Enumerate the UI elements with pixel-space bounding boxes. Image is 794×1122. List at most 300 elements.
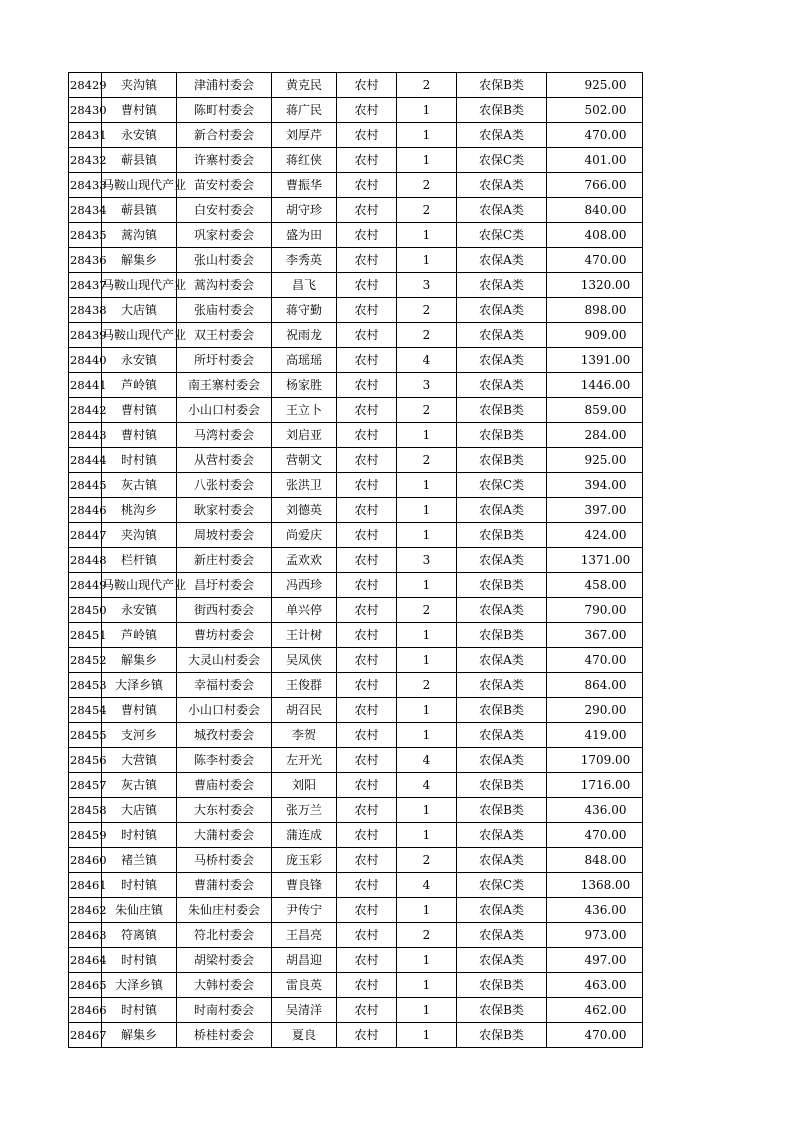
table-row — [69, 548, 643, 573]
name-cell: 胡守珍 — [272, 198, 337, 223]
name-cell: 盛为田 — [272, 223, 337, 248]
category-cell: 农保A类 — [457, 173, 547, 198]
village-cell: 大韩村委会 — [177, 973, 272, 998]
name-cell: 蒋广民 — [272, 98, 337, 123]
residence-cell: 农村 — [337, 148, 397, 173]
name-cell: 曹良锋 — [272, 873, 337, 898]
record-id: 28437 — [69, 273, 102, 298]
household-count-cell: 1 — [397, 148, 457, 173]
village-cell: 白安村委会 — [177, 198, 272, 223]
amount-cell: 290.00 — [547, 698, 643, 723]
village-cell: 小山口村委会 — [177, 698, 272, 723]
residence-cell: 农村 — [337, 423, 397, 448]
name-cell: 刘阳 — [272, 773, 337, 798]
town-cell: 时村镇 — [102, 873, 177, 898]
amount-cell: 1391.00 — [547, 348, 643, 373]
amount-cell: 1368.00 — [547, 873, 643, 898]
amount-cell: 419.00 — [547, 723, 643, 748]
table-row — [69, 773, 643, 798]
name-cell: 祝雨龙 — [272, 323, 337, 348]
table-row — [69, 73, 643, 98]
table-row — [69, 473, 643, 498]
name-cell: 蒋守勤 — [272, 298, 337, 323]
residence-cell: 农村 — [337, 623, 397, 648]
record-id: 28461 — [69, 873, 102, 898]
table-row — [69, 673, 643, 698]
record-id: 28453 — [69, 673, 102, 698]
record-id: 28466 — [69, 998, 102, 1023]
amount-cell: 436.00 — [547, 798, 643, 823]
amount-cell: 840.00 — [547, 198, 643, 223]
category-cell: 农保A类 — [457, 898, 547, 923]
record-id: 28432 — [69, 148, 102, 173]
amount-cell: 909.00 — [547, 323, 643, 348]
residence-cell: 农村 — [337, 848, 397, 873]
residence-cell: 农村 — [337, 273, 397, 298]
village-cell: 周坡村委会 — [177, 523, 272, 548]
town-cell: 大泽乡镇 — [102, 673, 177, 698]
amount-cell: 367.00 — [547, 623, 643, 648]
category-cell: 农保C类 — [457, 223, 547, 248]
household-count-cell: 1 — [397, 573, 457, 598]
residence-cell: 农村 — [337, 548, 397, 573]
name-cell: 杨家胜 — [272, 373, 337, 398]
table-row — [69, 623, 643, 648]
household-count-cell: 4 — [397, 773, 457, 798]
household-count-cell: 2 — [397, 173, 457, 198]
table-row — [69, 198, 643, 223]
residence-cell: 农村 — [337, 823, 397, 848]
name-cell: 张洪卫 — [272, 473, 337, 498]
name-cell: 庞玉彩 — [272, 848, 337, 873]
town-cell: 曹村镇 — [102, 98, 177, 123]
residence-cell: 农村 — [337, 898, 397, 923]
table-row — [69, 448, 643, 473]
amount-cell: 284.00 — [547, 423, 643, 448]
record-id: 28447 — [69, 523, 102, 548]
village-cell: 蒿沟村委会 — [177, 273, 272, 298]
amount-cell: 925.00 — [547, 448, 643, 473]
village-cell: 新合村委会 — [177, 123, 272, 148]
village-cell: 陈町村委会 — [177, 98, 272, 123]
village-cell: 幸福村委会 — [177, 673, 272, 698]
category-cell: 农保A类 — [457, 323, 547, 348]
residence-cell: 农村 — [337, 873, 397, 898]
village-cell: 津浦村委会 — [177, 73, 272, 98]
table-row — [69, 973, 643, 998]
record-id: 28464 — [69, 948, 102, 973]
table-row — [69, 348, 643, 373]
town-cell: 时村镇 — [102, 948, 177, 973]
category-cell: 农保B类 — [457, 698, 547, 723]
village-cell: 曹庙村委会 — [177, 773, 272, 798]
town-cell: 永安镇 — [102, 348, 177, 373]
table-row — [69, 648, 643, 673]
record-id: 28462 — [69, 898, 102, 923]
village-cell: 曹坊村委会 — [177, 623, 272, 648]
category-cell: 农保C类 — [457, 148, 547, 173]
table-row — [69, 573, 643, 598]
town-cell: 灰古镇 — [102, 773, 177, 798]
record-id: 28442 — [69, 398, 102, 423]
record-id: 28456 — [69, 748, 102, 773]
category-cell: 农保A类 — [457, 248, 547, 273]
name-cell: 王昌亮 — [272, 923, 337, 948]
residence-cell: 农村 — [337, 973, 397, 998]
category-cell: 农保A类 — [457, 348, 547, 373]
table-row — [69, 923, 643, 948]
town-cell: 马鞍山现代产业 — [102, 573, 177, 598]
village-cell: 桥桂村委会 — [177, 1023, 272, 1048]
amount-cell: 1446.00 — [547, 373, 643, 398]
record-id: 28458 — [69, 798, 102, 823]
residence-cell: 农村 — [337, 73, 397, 98]
town-cell: 曹村镇 — [102, 698, 177, 723]
household-count-cell: 1 — [397, 473, 457, 498]
residence-cell: 农村 — [337, 673, 397, 698]
table-row — [69, 948, 643, 973]
town-cell: 桃沟乡 — [102, 498, 177, 523]
village-cell: 耿家村委会 — [177, 498, 272, 523]
household-count-cell: 2 — [397, 923, 457, 948]
village-cell: 马湾村委会 — [177, 423, 272, 448]
record-id: 28429 — [69, 73, 102, 98]
town-cell: 褚兰镇 — [102, 848, 177, 873]
name-cell: 刘德英 — [272, 498, 337, 523]
residence-cell: 农村 — [337, 173, 397, 198]
village-cell: 所圩村委会 — [177, 348, 272, 373]
table-row — [69, 998, 643, 1023]
name-cell: 蒋红侠 — [272, 148, 337, 173]
household-count-cell: 1 — [397, 1023, 457, 1048]
village-cell: 许寨村委会 — [177, 148, 272, 173]
residence-cell: 农村 — [337, 248, 397, 273]
category-cell: 农保B类 — [457, 523, 547, 548]
table-row — [69, 248, 643, 273]
residence-cell: 农村 — [337, 123, 397, 148]
name-cell: 李贺 — [272, 723, 337, 748]
household-count-cell: 1 — [397, 898, 457, 923]
name-cell: 昌飞 — [272, 273, 337, 298]
category-cell: 农保B类 — [457, 448, 547, 473]
village-cell: 街西村委会 — [177, 598, 272, 623]
household-count-cell: 2 — [397, 598, 457, 623]
town-cell: 蒿沟镇 — [102, 223, 177, 248]
village-cell: 南王寨村委会 — [177, 373, 272, 398]
record-id: 28450 — [69, 598, 102, 623]
amount-cell: 1371.00 — [547, 548, 643, 573]
amount-cell: 864.00 — [547, 673, 643, 698]
record-id: 28467 — [69, 1023, 102, 1048]
residence-cell: 农村 — [337, 398, 397, 423]
amount-cell: 925.00 — [547, 73, 643, 98]
amount-cell: 1709.00 — [547, 748, 643, 773]
amount-cell: 1320.00 — [547, 273, 643, 298]
category-cell: 农保A类 — [457, 823, 547, 848]
record-id: 28440 — [69, 348, 102, 373]
amount-cell: 436.00 — [547, 898, 643, 923]
town-cell: 曹村镇 — [102, 423, 177, 448]
record-id: 28434 — [69, 198, 102, 223]
name-cell: 冯西珍 — [272, 573, 337, 598]
town-cell: 芦岭镇 — [102, 623, 177, 648]
record-id: 28460 — [69, 848, 102, 873]
amount-cell: 790.00 — [547, 598, 643, 623]
amount-cell: 470.00 — [547, 823, 643, 848]
residence-cell: 农村 — [337, 323, 397, 348]
record-id: 28454 — [69, 698, 102, 723]
household-count-cell: 1 — [397, 498, 457, 523]
household-count-cell: 1 — [397, 98, 457, 123]
town-cell: 支河乡 — [102, 723, 177, 748]
household-count-cell: 1 — [397, 123, 457, 148]
residence-cell: 农村 — [337, 448, 397, 473]
name-cell: 胡召民 — [272, 698, 337, 723]
record-id: 28459 — [69, 823, 102, 848]
table-row — [69, 523, 643, 548]
category-cell: 农保A类 — [457, 123, 547, 148]
name-cell: 刘启亚 — [272, 423, 337, 448]
town-cell: 时村镇 — [102, 823, 177, 848]
category-cell: 农保C类 — [457, 873, 547, 898]
amount-cell: 497.00 — [547, 948, 643, 973]
residence-cell: 农村 — [337, 523, 397, 548]
name-cell: 吴清洋 — [272, 998, 337, 1023]
name-cell: 尹传宁 — [272, 898, 337, 923]
amount-cell: 973.00 — [547, 923, 643, 948]
record-id: 28449 — [69, 573, 102, 598]
village-cell: 大蒲村委会 — [177, 823, 272, 848]
household-count-cell: 4 — [397, 748, 457, 773]
table-row — [69, 273, 643, 298]
name-cell: 张万兰 — [272, 798, 337, 823]
household-count-cell: 1 — [397, 723, 457, 748]
residence-cell: 农村 — [337, 948, 397, 973]
name-cell: 王计树 — [272, 623, 337, 648]
amount-cell: 766.00 — [547, 173, 643, 198]
table-row — [69, 873, 643, 898]
name-cell: 王俊群 — [272, 673, 337, 698]
village-cell: 时南村委会 — [177, 998, 272, 1023]
name-cell: 孟欢欢 — [272, 548, 337, 573]
record-id: 28465 — [69, 973, 102, 998]
household-count-cell: 2 — [397, 398, 457, 423]
category-cell: 农保B类 — [457, 998, 547, 1023]
household-count-cell: 1 — [397, 698, 457, 723]
village-cell: 巩家村委会 — [177, 223, 272, 248]
town-cell: 永安镇 — [102, 598, 177, 623]
town-cell: 马鞍山现代产业 — [102, 173, 177, 198]
table-row — [69, 398, 643, 423]
village-cell: 大东村委会 — [177, 798, 272, 823]
name-cell: 李秀英 — [272, 248, 337, 273]
town-cell: 马鞍山现代产业 — [102, 273, 177, 298]
residence-cell: 农村 — [337, 348, 397, 373]
category-cell: 农保B类 — [457, 573, 547, 598]
name-cell: 左开光 — [272, 748, 337, 773]
household-count-cell: 1 — [397, 248, 457, 273]
category-cell: 农保A类 — [457, 498, 547, 523]
household-count-cell: 3 — [397, 373, 457, 398]
amount-cell: 1716.00 — [547, 773, 643, 798]
amount-cell: 401.00 — [547, 148, 643, 173]
town-cell: 符离镇 — [102, 923, 177, 948]
village-cell: 城孜村委会 — [177, 723, 272, 748]
amount-cell: 394.00 — [547, 473, 643, 498]
residence-cell: 农村 — [337, 723, 397, 748]
town-cell: 灰古镇 — [102, 473, 177, 498]
table-row — [69, 323, 643, 348]
town-cell: 蕲县镇 — [102, 198, 177, 223]
name-cell: 单兴停 — [272, 598, 337, 623]
town-cell: 永安镇 — [102, 123, 177, 148]
town-cell: 解集乡 — [102, 1023, 177, 1048]
household-count-cell: 2 — [397, 448, 457, 473]
table-row — [69, 898, 643, 923]
category-cell: 农保B类 — [457, 98, 547, 123]
residence-cell: 农村 — [337, 98, 397, 123]
category-cell: 农保A类 — [457, 548, 547, 573]
residence-cell: 农村 — [337, 498, 397, 523]
table-row — [69, 748, 643, 773]
category-cell: 农保A类 — [457, 298, 547, 323]
table-row — [69, 598, 643, 623]
town-cell: 栏杆镇 — [102, 548, 177, 573]
village-cell: 昌圩村委会 — [177, 573, 272, 598]
record-id: 28439 — [69, 323, 102, 348]
name-cell: 黄克民 — [272, 73, 337, 98]
table-row — [69, 823, 643, 848]
town-cell: 大店镇 — [102, 298, 177, 323]
household-count-cell: 1 — [397, 798, 457, 823]
record-id: 28444 — [69, 448, 102, 473]
residence-cell: 农村 — [337, 998, 397, 1023]
record-id: 28430 — [69, 98, 102, 123]
name-cell: 胡昌迎 — [272, 948, 337, 973]
household-count-cell: 2 — [397, 673, 457, 698]
village-cell: 曹蒲村委会 — [177, 873, 272, 898]
household-count-cell: 3 — [397, 273, 457, 298]
amount-cell: 470.00 — [547, 248, 643, 273]
name-cell: 营朝文 — [272, 448, 337, 473]
table-row — [69, 1023, 643, 1048]
residence-cell: 农村 — [337, 923, 397, 948]
village-cell: 符北村委会 — [177, 923, 272, 948]
town-cell: 夹沟镇 — [102, 73, 177, 98]
amount-cell: 397.00 — [547, 498, 643, 523]
record-id: 28443 — [69, 423, 102, 448]
name-cell: 刘厚芹 — [272, 123, 337, 148]
village-cell: 陈李村委会 — [177, 748, 272, 773]
table-row — [69, 173, 643, 198]
residence-cell: 农村 — [337, 198, 397, 223]
household-count-cell: 1 — [397, 523, 457, 548]
residence-cell: 农村 — [337, 1023, 397, 1048]
category-cell: 农保A类 — [457, 673, 547, 698]
residence-cell: 农村 — [337, 798, 397, 823]
amount-cell: 408.00 — [547, 223, 643, 248]
category-cell: 农保A类 — [457, 848, 547, 873]
record-id: 28455 — [69, 723, 102, 748]
town-cell: 大店镇 — [102, 798, 177, 823]
amount-cell: 424.00 — [547, 523, 643, 548]
name-cell: 吴凤侠 — [272, 648, 337, 673]
amount-cell: 463.00 — [547, 973, 643, 998]
town-cell: 蕲县镇 — [102, 148, 177, 173]
household-count-cell: 2 — [397, 848, 457, 873]
name-cell: 王立卜 — [272, 398, 337, 423]
residence-cell: 农村 — [337, 573, 397, 598]
village-cell: 苗安村委会 — [177, 173, 272, 198]
category-cell: 农保A类 — [457, 923, 547, 948]
household-count-cell: 1 — [397, 648, 457, 673]
town-cell: 时村镇 — [102, 448, 177, 473]
village-cell: 八张村委会 — [177, 473, 272, 498]
table-row — [69, 223, 643, 248]
village-cell: 胡梁村委会 — [177, 948, 272, 973]
amount-cell: 470.00 — [547, 1023, 643, 1048]
table-row — [69, 148, 643, 173]
category-cell: 农保A类 — [457, 648, 547, 673]
category-cell: 农保A类 — [457, 748, 547, 773]
household-count-cell: 3 — [397, 548, 457, 573]
category-cell: 农保B类 — [457, 623, 547, 648]
category-cell: 农保B类 — [457, 773, 547, 798]
village-cell: 马桥村委会 — [177, 848, 272, 873]
town-cell: 芦岭镇 — [102, 373, 177, 398]
household-count-cell: 1 — [397, 973, 457, 998]
category-cell: 农保A类 — [457, 723, 547, 748]
amount-cell: 458.00 — [547, 573, 643, 598]
name-cell: 雷良英 — [272, 973, 337, 998]
village-cell: 从营村委会 — [177, 448, 272, 473]
record-id: 28441 — [69, 373, 102, 398]
household-count-cell: 2 — [397, 298, 457, 323]
amount-cell: 470.00 — [547, 123, 643, 148]
village-cell: 张庙村委会 — [177, 298, 272, 323]
category-cell: 农保A类 — [457, 273, 547, 298]
record-id: 28463 — [69, 923, 102, 948]
village-cell: 大灵山村委会 — [177, 648, 272, 673]
amount-cell: 502.00 — [547, 98, 643, 123]
record-id: 28457 — [69, 773, 102, 798]
table-row — [69, 498, 643, 523]
table-body — [69, 73, 643, 1048]
residence-cell: 农村 — [337, 298, 397, 323]
household-count-cell: 1 — [397, 423, 457, 448]
household-count-cell: 2 — [397, 73, 457, 98]
record-id: 28436 — [69, 248, 102, 273]
table-row — [69, 123, 643, 148]
name-cell: 夏良 — [272, 1023, 337, 1048]
town-cell: 大泽乡镇 — [102, 973, 177, 998]
amount-cell: 898.00 — [547, 298, 643, 323]
table-row — [69, 798, 643, 823]
category-cell: 农保C类 — [457, 473, 547, 498]
record-id: 28431 — [69, 123, 102, 148]
amount-cell: 859.00 — [547, 398, 643, 423]
town-cell: 解集乡 — [102, 248, 177, 273]
name-cell: 尚爱庆 — [272, 523, 337, 548]
residence-cell: 农村 — [337, 598, 397, 623]
town-cell: 大营镇 — [102, 748, 177, 773]
record-id: 28433 — [69, 173, 102, 198]
village-cell: 双王村委会 — [177, 323, 272, 348]
residence-cell: 农村 — [337, 473, 397, 498]
record-id: 28435 — [69, 223, 102, 248]
table-row — [69, 98, 643, 123]
table-row — [69, 373, 643, 398]
